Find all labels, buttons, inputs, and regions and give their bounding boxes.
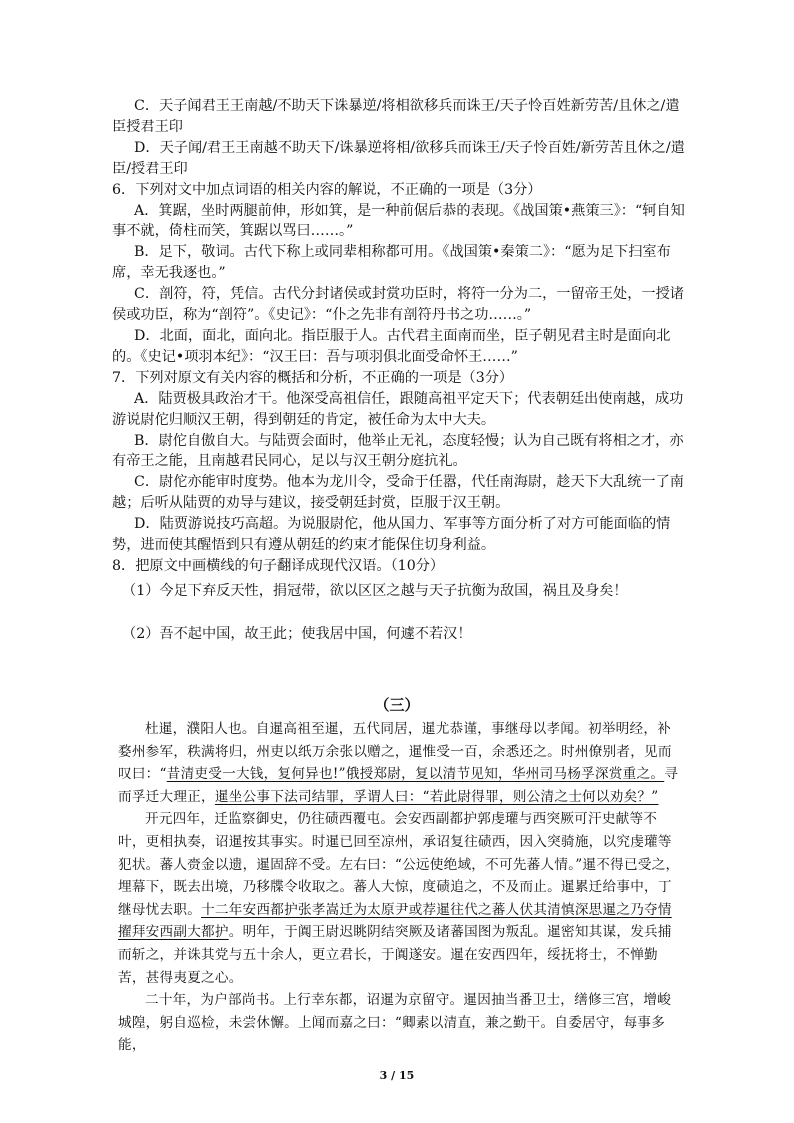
passage-text: 。明年，于阗王尉迟眺阴结突厥及诸蕃国图为叛乱。暹密知其谋，发兵捕而斩之，并诛其党与五十余人，更立君长，于阗遂安。暹在安西四年，绥抚将士，不惮勤苦，甚得夷夏之心。 bbox=[118, 924, 672, 986]
q7-stem: 7．下列对原文有关内容的概括和分析，不正确的一项是（3分） bbox=[112, 369, 514, 386]
underlined-sentence: 昔清吏受一大钱，复何异也!”俄授郑尉，复以清节见知，华州司马杨孚深赏重之。 bbox=[166, 766, 665, 783]
q6-stem: 6．下列对文中加点词语的相关内容的解说，不正确的一项是（3分） bbox=[112, 181, 542, 198]
passage-text: 杜暹，濮阳人也。自暹高祖至暹，五代同居，暹尤恭谨，事继母以孝闻。初举明经，补婺州参军，秩满将归，州吏以纸万余张以赠之，暹惟受一百，余悉还之。时州僚别者，见而叹曰：“ bbox=[118, 721, 672, 783]
q5-option-d: D．天子闻/君王王南越不助天下/诛暴逆将相/欲移兵而诛王/天子怜百姓/新劳苦且休之/遣臣/授君王印 bbox=[112, 139, 685, 177]
passage-paragraph-3: 二十年，为户部尚书。上行幸东都，诏暹为京留守。暹因抽当番卫士，缮修三宫，增峻城隍，躬自巡检，未尝休懈。上闻而嘉之曰：“卿素以清直，兼之勤干。自委居守，每事多能， bbox=[118, 992, 672, 1054]
q7-option-d: D．陆贾游说技巧高超。为说服尉佗，他从国力、军事等方面分析了对方可能面临的情势，进而使其醒悟到只有遵从朝廷的约束才能保住切身利益。 bbox=[112, 516, 671, 554]
q8-sentence-2: （2）吾不起中国，故王此；使我居中国，何遽不若汉！ bbox=[122, 625, 472, 642]
q6-option-d: D．北面，面北，面向北。指臣服于人。古代君主面南而坐，臣子朝见君主时是面向北的。《史记•项羽本纪》：“汉王曰：吾与项羽俱北面受命怀王……” bbox=[112, 327, 671, 365]
passage-text: 开元四年，迁监察御史，仍往碛西覆屯。会安西副都护郭虔瓘与西突厥可汗史献等不叶，更相执奏，诏暹按其事实。时暹已回至凉州，承诏复往碛西，因入突骑施，以究虔瓘等犯状。蕃人赍金以遗，暹固辞不受。左右曰：“公远使绝域，不可先蕃人情。”暹不得已受之，埋幕下，既去出境，乃移牒令收取之。蕃人大惊，度碛追之，不及而止。暹累迁给事中，丁继母忧去职。 bbox=[118, 811, 680, 918]
passage-paragraph-2 bbox=[118, 808, 680, 989]
q7-option-a: A．陆贾极具政治才干。他深受高祖信任，跟随高祖平定天下；代表朝廷出使南越，成功游说尉佗归顺汉王朝，得到朝廷的肯定，被任命为太中大夫。 bbox=[112, 390, 684, 428]
passage-three bbox=[118, 718, 680, 1057]
q6-option-c: C．剖符，符，凭信。古代分封诸侯或封赏功臣时，将符一分为二，一留帝王处，一授诸侯或功臣，称为“剖符”。《史记》：“仆之先非有剖符丹书之功……。” bbox=[112, 286, 684, 324]
underlined-sentence: 暹坐公事下法司结罪，孚谓人曰：“若此尉得罪，则公清之士何以劝矣？” bbox=[214, 788, 659, 805]
passage-paragraph-1 bbox=[118, 718, 680, 808]
q8-stem: 8．把原文中画横线的句子翻译成现代汉语。（10分） bbox=[112, 557, 445, 574]
q6-option-a: A．箕踞，坐时两腿前伸，形如箕，是一种前倨后恭的表现。《战国策•燕策三》：“轲自知事不就，倚柱而笑，箕踞以骂曰……。” bbox=[112, 202, 685, 240]
underlined-sentence: 十二年安西都护张孝嵩迁为太原尹或荐暹往代之蕃人伏其清慎深思暹之乃夺情擢拜安西副大都护 bbox=[118, 901, 672, 941]
page-number: 3 / 15 bbox=[379, 1069, 415, 1082]
q5-option-c: C．天子闻君王王南越/不助天下诛暴逆/将相欲移兵而诛王/天子怜百姓新劳苦/且休之/遣臣授君王印 bbox=[112, 98, 680, 135]
q8-sentence-1: （1）今足下弃反天性，捐冠带，欲以区区之越与天子抗衡为敌国，祸且及身矣！ bbox=[122, 582, 628, 599]
section-title: （三） bbox=[374, 696, 420, 714]
passage-text: 寻而孚迁大理正， bbox=[118, 766, 679, 805]
q7-option-b: B．尉佗自傲自大。与陆贾会面时，他举止无礼，态度轻慢；认为自己既有将相之才，亦有帝王之能，且南越君民同心，足以与汉王朝分庭抗礼。 bbox=[112, 432, 684, 470]
q6-option-b: B．足下，敬词。古代下称上或同辈相称都可用。《战国策•秦策二》：“愿为足下扫室布席，幸无我逐也。” bbox=[112, 244, 671, 282]
question-section bbox=[112, 96, 692, 645]
q7-option-c: C．尉佗亦能审时度势。他本为龙川令，受命于任嚣，代任南海尉，趁天下大乱统一了南越；后听从陆贾的劝导与建议，接受朝廷封赏，臣服于汉王朝。 bbox=[112, 474, 684, 512]
